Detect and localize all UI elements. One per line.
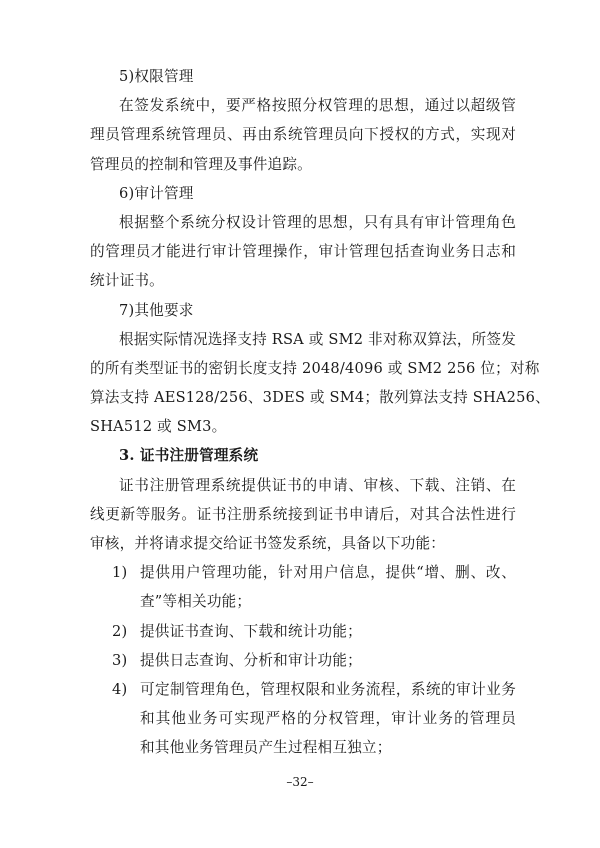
page-number: –32– <box>286 775 314 789</box>
paragraph-line: 理员管理系统管理员、再由系统管理员向下授权的方式，实现对 <box>90 126 516 144</box>
paragraph-line: 审核，并将请求提交给证书签发系统，具备以下功能： <box>90 535 446 552</box>
paragraph-line: 根据实际情况选择支持 RSA 或 SM2 非对称双算法，所签发 <box>119 330 516 348</box>
paragraph-line: 根据整个系统分权设计管理的思想，只有具有审计管理角色 <box>119 213 516 231</box>
list-item-text: 提供证书查询、下载和统计功能； <box>140 622 362 640</box>
list-item-text: 提供日志查询、分析和审计功能； <box>140 651 362 669</box>
list-item-number: 4) <box>112 680 128 698</box>
list-item-continuation: 和其他业务可实现严格的分权管理，审计业务的管理员 <box>140 710 516 728</box>
section-heading-audit: 6)审计管理 <box>119 184 194 202</box>
paragraph-line: 的所有类型证书的密钥长度支持 2048/4096 或 SM2 256 位；对称 <box>90 359 540 377</box>
list-item-continuation: 查”等相关功能； <box>140 593 252 611</box>
paragraph-line: SHA512 或 SM3。 <box>90 418 227 436</box>
paragraph-line: 统计证书。 <box>90 272 164 290</box>
document-body <box>90 62 550 763</box>
paragraph-line: 线更新等服务。证书注册系统接到证书申请后，对其合法性进行 <box>90 505 516 523</box>
list-item <box>90 558 516 587</box>
list-item <box>90 617 516 646</box>
paragraph-line: 管理员的控制和管理及事件追踪。 <box>90 155 312 173</box>
list-item-text: 提供用户管理功能，针对用户信息，提供“增、删、改、 <box>140 564 516 582</box>
section-heading-permission: 5)权限管理 <box>119 68 194 85</box>
list-item-number: 3) <box>112 651 128 669</box>
list-item-text: 可定制管理角色，管理权限和业务流程，系统的审计业务 <box>140 680 516 698</box>
list-item-number: 2) <box>112 622 128 640</box>
paragraph-line: 在签发系统中，要严格按照分权管理的思想，通过以超级管 <box>119 97 516 115</box>
list-item-continuation: 和其他业务管理员产生过程相互独立； <box>140 739 392 757</box>
section-heading-registration: 3. 证书注册管理系统 <box>119 447 259 465</box>
paragraph-line: 证书注册管理系统提供证书的申请、审核、下载、注销、在 <box>119 476 516 494</box>
section-heading-other: 7)其他要求 <box>119 301 194 319</box>
list-item <box>90 646 516 675</box>
list-item-number: 1) <box>112 564 128 582</box>
paragraph-line: 算法支持 AES128/256、3DES 或 SM4；散列算法支持 SHA256、 <box>90 389 550 407</box>
list-item <box>90 675 516 704</box>
paragraph-line: 的管理员才能进行审计管理操作，审计管理包括查询业务日志和 <box>90 243 516 261</box>
